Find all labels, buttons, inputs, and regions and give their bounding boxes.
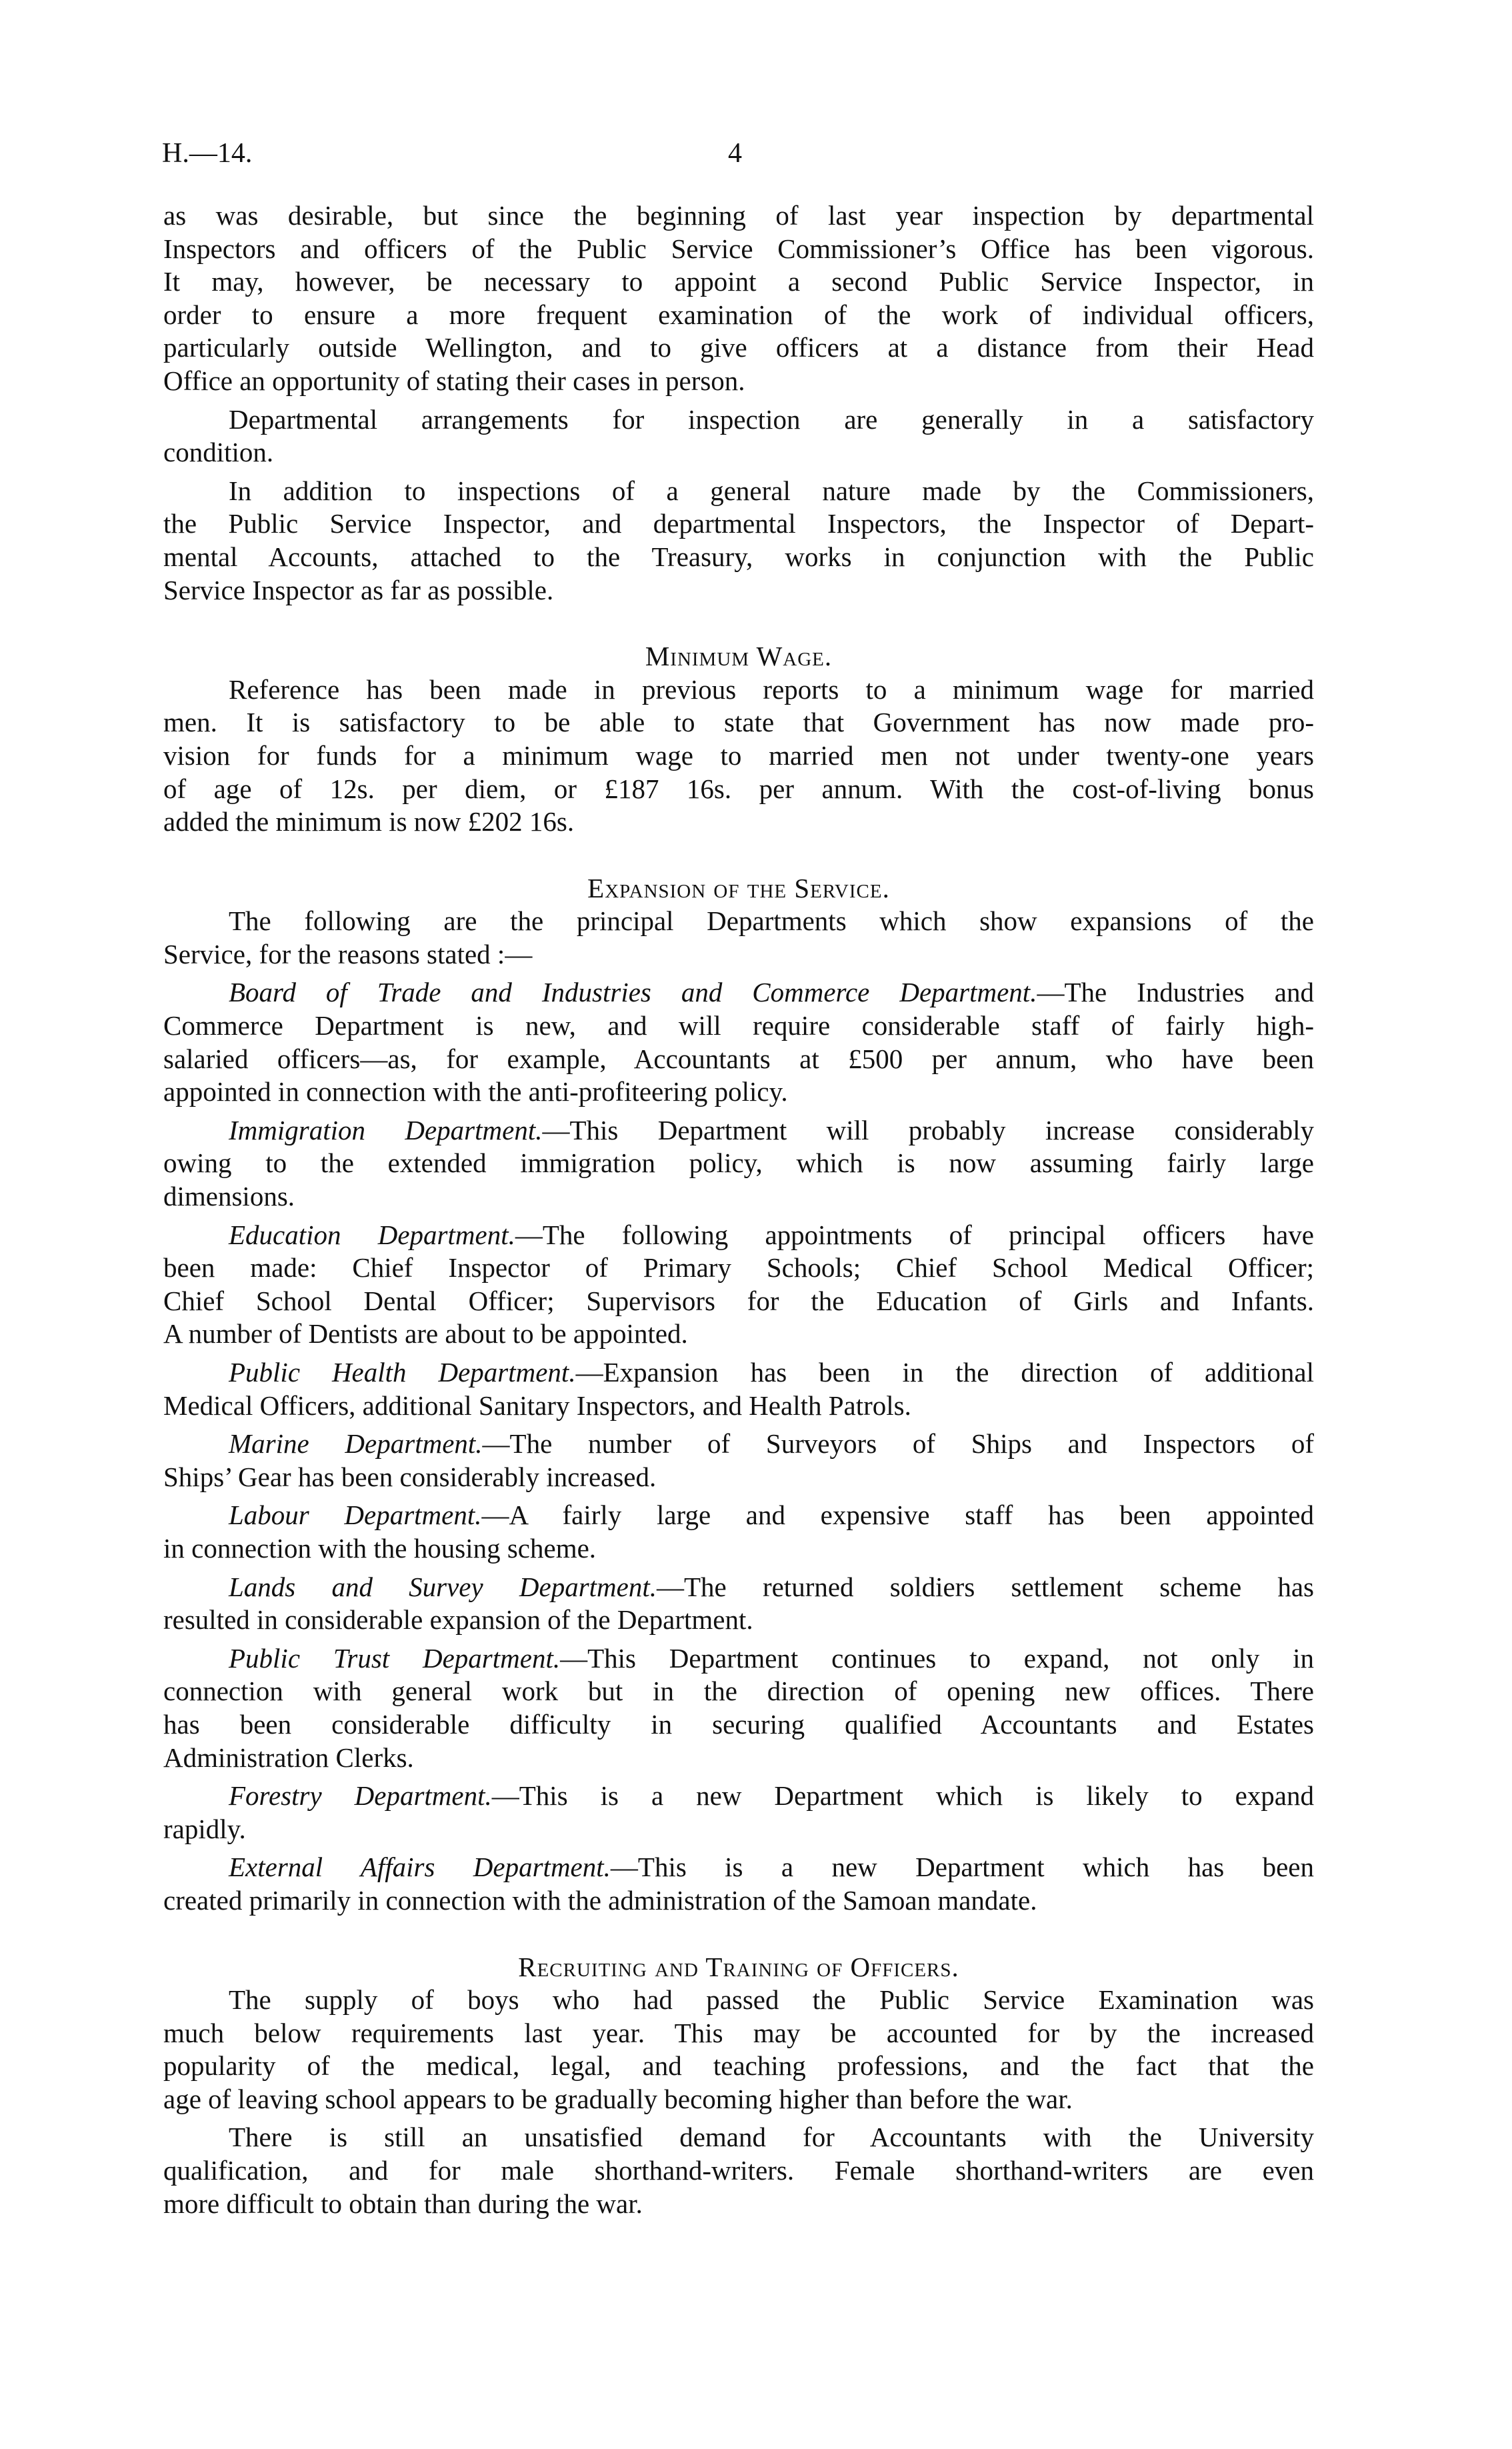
text-line: It may, however, be necessary to appoint a second Public Service Inspector, in xyxy=(163,266,1314,297)
text-line xyxy=(163,1780,1314,1813)
text-line: men. It is satisfactory to be able to state that Government has now made pro- xyxy=(163,707,1314,738)
line-text: —The number of Surveyors of Ships and Inspectors of xyxy=(482,1428,1314,1460)
department-paragraph xyxy=(163,1114,1314,1213)
text-line xyxy=(163,1114,1314,1147)
text-line: created primarily in connection with the administration of the Samoan mandate. xyxy=(163,1884,1037,1916)
text-line: Reference has been made in previous reports to a minimum wage for married xyxy=(229,673,1314,705)
paragraph xyxy=(163,905,1314,971)
text-line: appointed in connection with the anti-profiteering policy. xyxy=(163,1076,788,1107)
text-line xyxy=(163,1642,1314,1676)
section-heading: Expansion of the Service. xyxy=(587,872,890,903)
text-line: There is still an unsatisfied demand for Accountants with the University xyxy=(229,2122,1314,2153)
text-line: in connection with the housing scheme. xyxy=(163,1532,597,1564)
department-name: Immigration Department. xyxy=(229,1114,543,1145)
text-line: connection with general work but in the direction of opening new offices. There xyxy=(163,1676,1314,1707)
text-line xyxy=(163,976,1314,1009)
text-line xyxy=(163,1356,1314,1390)
department-name: Public Health Department. xyxy=(229,1357,576,1388)
line-text: —This is a new Department which has been xyxy=(610,1852,1314,1883)
line-text: —The following appointments of principal officers have xyxy=(515,1219,1314,1250)
line-text: —Expansion has been in the direction of additional xyxy=(575,1357,1315,1388)
text-line: rapidly. xyxy=(163,1813,246,1844)
line-text: —This Department continues to expand, not only in xyxy=(560,1642,1315,1674)
department-paragraph xyxy=(163,976,1314,1108)
department-paragraph xyxy=(163,1428,1314,1494)
paragraph xyxy=(163,1984,1314,2116)
text-line: Office an opportunity of stating their cases in person. xyxy=(163,365,745,396)
document-reference: H.—14. xyxy=(162,138,253,169)
paragraph xyxy=(163,673,1314,839)
department-name: Education Department. xyxy=(229,1219,515,1250)
text-line: The following are the principal Departments which show expansions of the xyxy=(229,905,1314,937)
text-line xyxy=(163,1428,1314,1461)
text-line xyxy=(163,1499,1314,1532)
department-paragraph xyxy=(163,1642,1314,1774)
department-paragraph xyxy=(163,1851,1314,1917)
text-line: A number of Dentists are about to be appointed. xyxy=(163,1318,688,1350)
text-line: has been considerable difficulty in securing qualified Accountants and Estates xyxy=(163,1708,1314,1740)
department-name: Forestry Department. xyxy=(229,1780,492,1812)
section-heading: Recruiting and Training of Officers. xyxy=(518,1951,959,1982)
text-line: as was desirable, but since the beginning of last year inspection by departmental xyxy=(163,200,1314,231)
text-line: particularly outside Wellington, and to give officers at a distance from their Head xyxy=(163,332,1314,363)
text-line: popularity of the medical, legal, and teaching professions, and the fact that the xyxy=(163,2050,1314,2082)
department-paragraph xyxy=(163,1219,1314,1351)
text-line: Departmental arrangements for inspection are generally in a satisfactory xyxy=(229,403,1314,435)
text-line: dimensions. xyxy=(163,1181,295,1212)
department-paragraph xyxy=(163,1780,1314,1846)
text-line: Service Inspector as far as possible. xyxy=(163,574,554,605)
text-line xyxy=(163,1571,1314,1604)
line-text: —This Department will probably increase considerably xyxy=(542,1114,1314,1145)
department-name: Lands and Survey Department. xyxy=(229,1571,657,1602)
text-line: Administration Clerks. xyxy=(163,1742,414,1773)
text-line: vision for funds for a minimum wage to married men not under twenty-one years xyxy=(163,739,1314,771)
text-line: Commerce Department is new, and will require considerable staff of fairly high- xyxy=(163,1010,1314,1041)
text-line: Inspectors and officers of the Public Service Commissioner’s Office has been vigorous. xyxy=(163,233,1314,264)
department-paragraph xyxy=(163,1499,1314,1565)
text-line: mental Accounts, attached to the Treasury, works in conjunction with the Public xyxy=(163,541,1314,572)
text-line: Service, for the reasons stated :— xyxy=(163,938,533,969)
text-line: age of leaving school appears to be gradually becoming higher than before the war. xyxy=(163,2083,1073,2114)
department-name: Board of Trade and Industries and Commerce Department. xyxy=(229,977,1037,1008)
department-name: Labour Department. xyxy=(229,1500,482,1531)
text-line: much below requirements last year. This may be accounted for by the increased xyxy=(163,2017,1314,2048)
text-line: been made: Chief Inspector of Primary Schools; Chief School Medical Officer; xyxy=(163,1252,1314,1284)
department-paragraph xyxy=(163,1571,1314,1637)
paragraph xyxy=(163,403,1314,469)
line-text: —The returned soldiers settlement scheme has xyxy=(657,1571,1314,1602)
text-line: salaried officers—as, for example, Accountants at £500 per annum, who have been xyxy=(163,1043,1314,1074)
text-line: Medical Officers, additional Sanitary Inspectors, and Health Patrols. xyxy=(163,1390,911,1421)
text-line: owing to the extended immigration policy, which is now assuming fairly large xyxy=(163,1147,1314,1179)
paragraph xyxy=(163,199,1314,398)
department-name: External Affairs Department. xyxy=(229,1852,611,1883)
text-line xyxy=(163,1219,1314,1252)
paragraph xyxy=(163,2121,1314,2220)
text-line: the Public Service Inspector, and departmental Inspectors, the Inspector of Depart- xyxy=(163,508,1314,539)
line-text: —This is a new Department which is likely to expand xyxy=(491,1780,1314,1812)
text-line: Ships’ Gear has been considerably increased. xyxy=(163,1461,657,1492)
text-line: The supply of boys who had passed the Public Service Examination was xyxy=(229,1984,1314,2016)
text-line xyxy=(163,1851,1314,1884)
paragraph xyxy=(163,475,1314,607)
text-line: In addition to inspections of a general nature made by the Commissioners, xyxy=(229,475,1314,506)
page-number: 4 xyxy=(728,138,742,169)
line-text: —A fairly large and expensive staff has been appointed xyxy=(481,1500,1315,1531)
text-line: of age of 12s. per diem, or £187 16s. per annum. With the cost-of-living bonus xyxy=(163,773,1314,804)
text-line: more difficult to obtain than during the war. xyxy=(163,2188,643,2219)
document-body xyxy=(163,199,1314,2220)
section-heading: Minimum Wage. xyxy=(645,641,833,672)
text-line: Chief School Dental Officer; Supervisors for the Education of Girls and Infants. xyxy=(163,1285,1314,1316)
text-line: resulted in considerable expansion of the Department. xyxy=(163,1604,753,1636)
department-name: Public Trust Department. xyxy=(229,1642,561,1674)
department-name: Marine Department. xyxy=(229,1428,483,1460)
department-paragraph xyxy=(163,1356,1314,1422)
text-line: condition. xyxy=(163,437,274,468)
text-line: qualification, and for male shorthand-writers. Female shorthand-writers are even xyxy=(163,2155,1314,2186)
line-text: —The Industries and xyxy=(1037,977,1315,1008)
text-line: added the minimum is now £202 16s. xyxy=(163,806,575,837)
text-line: order to ensure a more frequent examination of the work of individual officers, xyxy=(163,299,1314,330)
